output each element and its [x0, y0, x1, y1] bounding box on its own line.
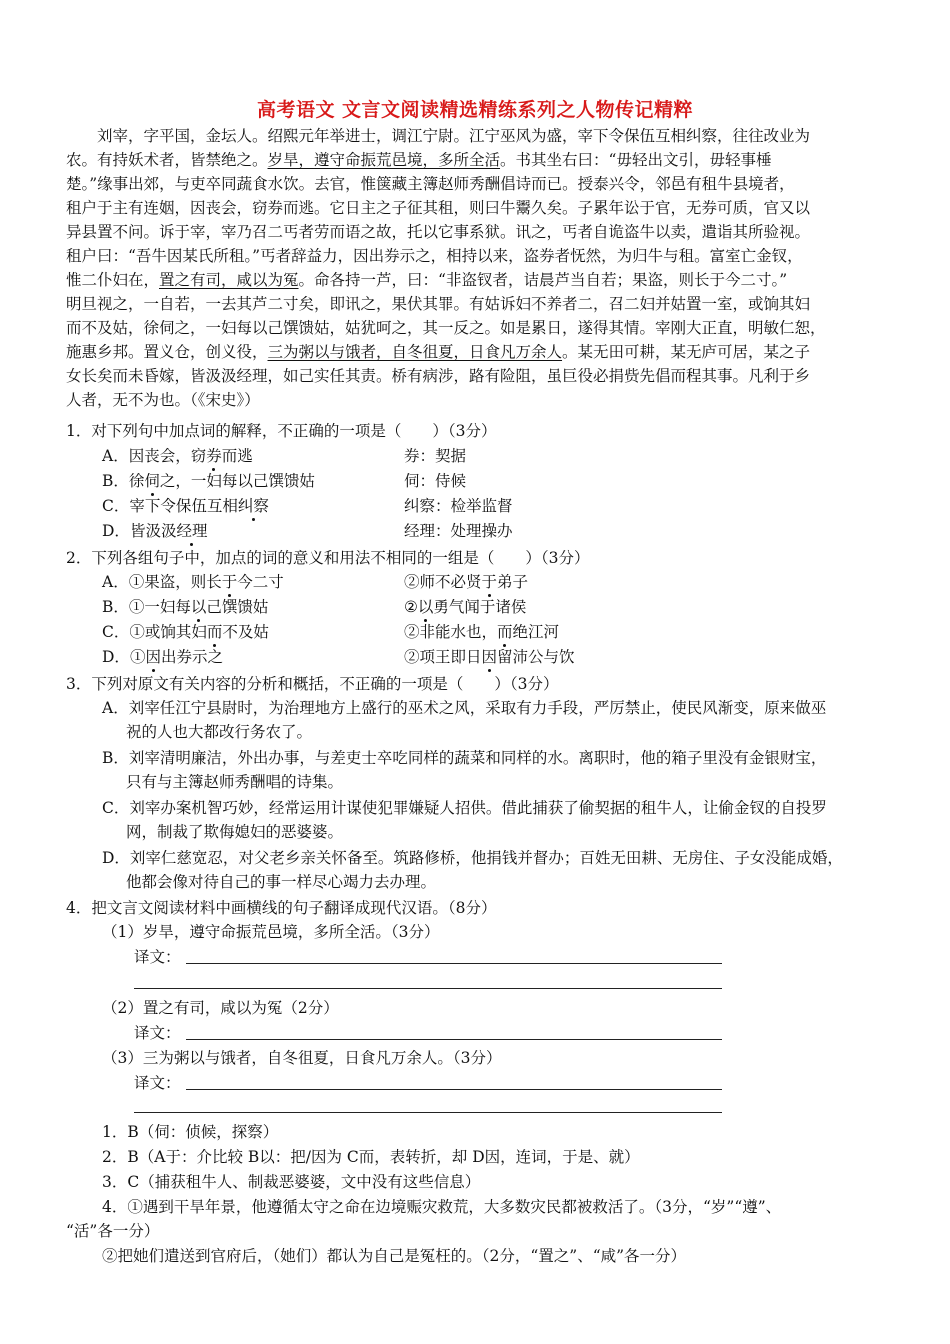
dotted-word: 伺 — [144, 469, 160, 493]
q3-option-a-cont: 祝的人也大都改行务农了。 — [126, 723, 313, 741]
passage-text: 明旦视之，一自若，一去其芦二寸矣，即讯之，果伏其罪。有姑诉妇不养者二，召二妇并姑置一室，或饷其妇 — [66, 295, 811, 313]
passage-line — [66, 292, 810, 316]
question-3-stem: 3．下列对原文有关内容的分析和概括，不正确的一项是（ ）（3分） — [66, 675, 559, 693]
passage-line — [66, 148, 771, 172]
q4-item-1: （1）岁旱，遵守命振荒邑境，多所全活。（3分） — [102, 923, 440, 941]
answer-blank-line[interactable] — [186, 963, 722, 964]
underlined-sentence-2: 置之有司，咸以为冤 — [159, 271, 299, 289]
answer-blank-line[interactable] — [134, 988, 722, 989]
q1-option-c: C．宰下令保伍互相纠察 — [102, 494, 269, 518]
q4-item-2: （2）置之有司，咸以为冤（2分） — [102, 999, 339, 1017]
question-2-stem: 2．下列各组句子中，加点的词的意义和用法不相同的一组是（ ）（3分） — [66, 549, 590, 567]
passage-text: 施惠乡邦。置义仓，创义役， — [66, 343, 268, 361]
passage-text: 租户曰：“吾牛因某氏所租。”丐者辞益力，因出券示之，相持以来，盗券者怃然，为归牛与租。富室亡金钗， — [66, 247, 803, 265]
passage-text: 。书其坐右曰：“毋轻出文引，毋轻事棰 — [500, 151, 772, 169]
q1-option-a: A．因丧会，窃券而逃 — [102, 444, 253, 468]
translation-label: 译文： — [134, 1074, 181, 1092]
passage-text: 租户于主有连姻，因丧会，窃券而逃。它日主之子征其租，则曰牛鬻久矣。子累年讼于官，无券可质，官又以 — [66, 199, 811, 217]
passage-line — [66, 316, 826, 340]
passage-text: 而不及姑，徐伺之，一妇每以己馔馈姑，姑犹呵之，其一反之。如是累日，遂得其情。宰刚大正直，明敏仁恕， — [66, 319, 826, 337]
q3-option-a: A．刘宰任江宁县尉时，为治理地方上盛行的巫术之风，采取有力手段，严厉禁止，使民风渐变，原来做巫 — [102, 699, 827, 717]
dotted-word: 纠察 — [238, 494, 269, 518]
translation-label: 译文： — [134, 1024, 181, 1042]
q2-option-a-2: ②师不必贤于弟子 — [404, 570, 528, 594]
passage-text: 。某无田可耕，某无庐可居，某之子 — [562, 343, 811, 361]
q3-option-d: D．刘宰仁慈宽忍，对父老乡亲关怀备至。筑路修桥，他捐钱并督办；百姓无田耕、无房住、子女没能成婚， — [102, 849, 843, 867]
answer-4-part-2: ②把她们遣送到官府后，（她们）都认为自己是冤枉的。（2分，“置之”、“咸”各一分） — [102, 1247, 687, 1265]
passage-text: 异县置不问。诉于宰，宰乃召二丐者劳而语之故，托以它事系狱。讯之，丐者自诡盗牛以卖，遣诣其所验视。 — [66, 223, 811, 241]
passage-line — [66, 220, 810, 244]
passage-line — [66, 124, 810, 148]
answer-4: 4．①遇到干旱年景，他遵循太守之命在边境赈灾救荒，大多数灾民都被救活了。（3分，“岁”“遵”、 — [102, 1198, 782, 1216]
q3-option-d-cont: 他都会像对待自己的事一样尽心竭力去办理。 — [126, 873, 437, 891]
q2-option-d-2: ②项王即日因留沛公与饮 — [404, 645, 575, 669]
q1-gloss-c: 纠察：检举监督 — [404, 497, 513, 515]
q2-option-b-2: ②以勇气闻于诸侯 — [404, 595, 526, 619]
q4-item-3: （3）三为粥以与饿者，自冬徂夏，日食凡万余人。（3分） — [102, 1049, 502, 1067]
passage-line — [66, 244, 803, 268]
q2-option-b-1: B．①一妇每以己馔馈姑 — [102, 595, 268, 619]
passage-line — [66, 268, 787, 292]
passage-text: 惟二仆妇在， — [66, 271, 160, 289]
answer-blank-line[interactable] — [186, 1039, 722, 1040]
answer-blank-line[interactable] — [186, 1089, 722, 1090]
q1-gloss-d: 经理：处理操办 — [404, 522, 513, 540]
q2-option-c-2: ②非能水也，而绝江河 — [404, 620, 559, 644]
q3-option-b: B．刘宰清明廉洁，外出办事，与差吏士卒吃同样的蔬菜和同样的水。离职时，他的箱子里没有金银财宝， — [102, 749, 827, 767]
q2-option-a-1: A．①果盗，则长于今二寸 — [102, 570, 284, 594]
q1-option-b: B．徐伺之，一妇每以己馔馈姑 — [102, 469, 315, 493]
answer-1: 1．B（伺：侦候，探察） — [102, 1123, 279, 1141]
q2-option-d-1: D．①因出券示之 — [102, 645, 223, 669]
passage-line — [66, 340, 810, 364]
answer-3: 3．C（捕获租牛人、制裁恶婆婆，文中没有这些信息） — [102, 1173, 481, 1191]
q1-gloss-b: 伺：侍候 — [404, 472, 467, 490]
passage-line — [66, 388, 260, 412]
passage-text: 农。有持妖术者，皆禁绝之。 — [66, 151, 268, 169]
q3-option-b-cont: 只有与主簿赵师秀酬唱的诗集。 — [126, 773, 344, 791]
dotted-word: 券 — [206, 444, 222, 468]
question-1-stem: 1．对下列句中加点词的解释，不正确的一项是（ ）（3分） — [66, 422, 497, 440]
passage-line — [66, 172, 795, 196]
question-4-stem: 4．把文言文阅读材料中画横线的句子翻译成现代汉语。（8分） — [66, 899, 497, 917]
passage-text: 。命各持一芦，曰：“非盗钗者，诘晨芦当自若；果盗，则长于今二寸。” — [298, 271, 788, 289]
q1-gloss-a: 券：契据 — [404, 447, 467, 465]
underlined-sentence-1: 岁旱，遵守命振荒邑境，多所全活 — [267, 151, 501, 169]
passage-text: 楚。”缘事出郊，与吏卒同蔬食水饮。去官，惟箧藏主簿赵师秀酬倡诗而已。授泰兴令，邻邑有租牛县境者， — [66, 175, 795, 193]
q3-option-c-cont: 网，制裁了欺侮媳妇的恶婆婆。 — [126, 823, 344, 841]
underlined-sentence-3: 三为粥以与饿者，自冬徂夏，日食凡万余人 — [267, 343, 563, 361]
passage-line — [66, 196, 810, 220]
answer-4-cont: “活”各一分） — [66, 1222, 160, 1240]
passage-text: 刘宰，字平国，金坛人。绍熙元年举进士，调江宁尉。江宁巫风为盛，宰下令保伍互相纠察，往往改业为 — [66, 127, 811, 145]
q1-option-d: D．皆汲汲经理 — [102, 519, 207, 543]
q2-option-c-1: C．①或饷其妇而不及姑 — [102, 620, 269, 644]
dotted-word: 经理 — [176, 519, 207, 543]
translation-label: 译文： — [134, 948, 181, 966]
passage-text: 人者，无不为也。（《宋史》） — [66, 391, 260, 409]
page-title: 高考语文 文言文阅读精选精练系列之人物传记精粹 — [256, 99, 694, 121]
answer-blank-line[interactable] — [134, 1112, 722, 1113]
passage-line — [66, 364, 810, 388]
answer-2: 2．B（A于：介比较 B以：把/因为 C而，表转折，却 D因，连词，于是、就） — [102, 1148, 640, 1166]
passage-text: 女长矣而未昏嫁，皆汲汲经理，如己实任其责。桥有病涉，路有险阻，虽巨役必捐赀先倡而程其事。凡利于乡 — [66, 367, 811, 385]
q3-option-c: C．刘宰办案机智巧妙，经常运用计谋使犯罪嫌疑人招供。借此捕获了偷契据的租牛人，让偷金钗的自投罗 — [102, 799, 827, 817]
